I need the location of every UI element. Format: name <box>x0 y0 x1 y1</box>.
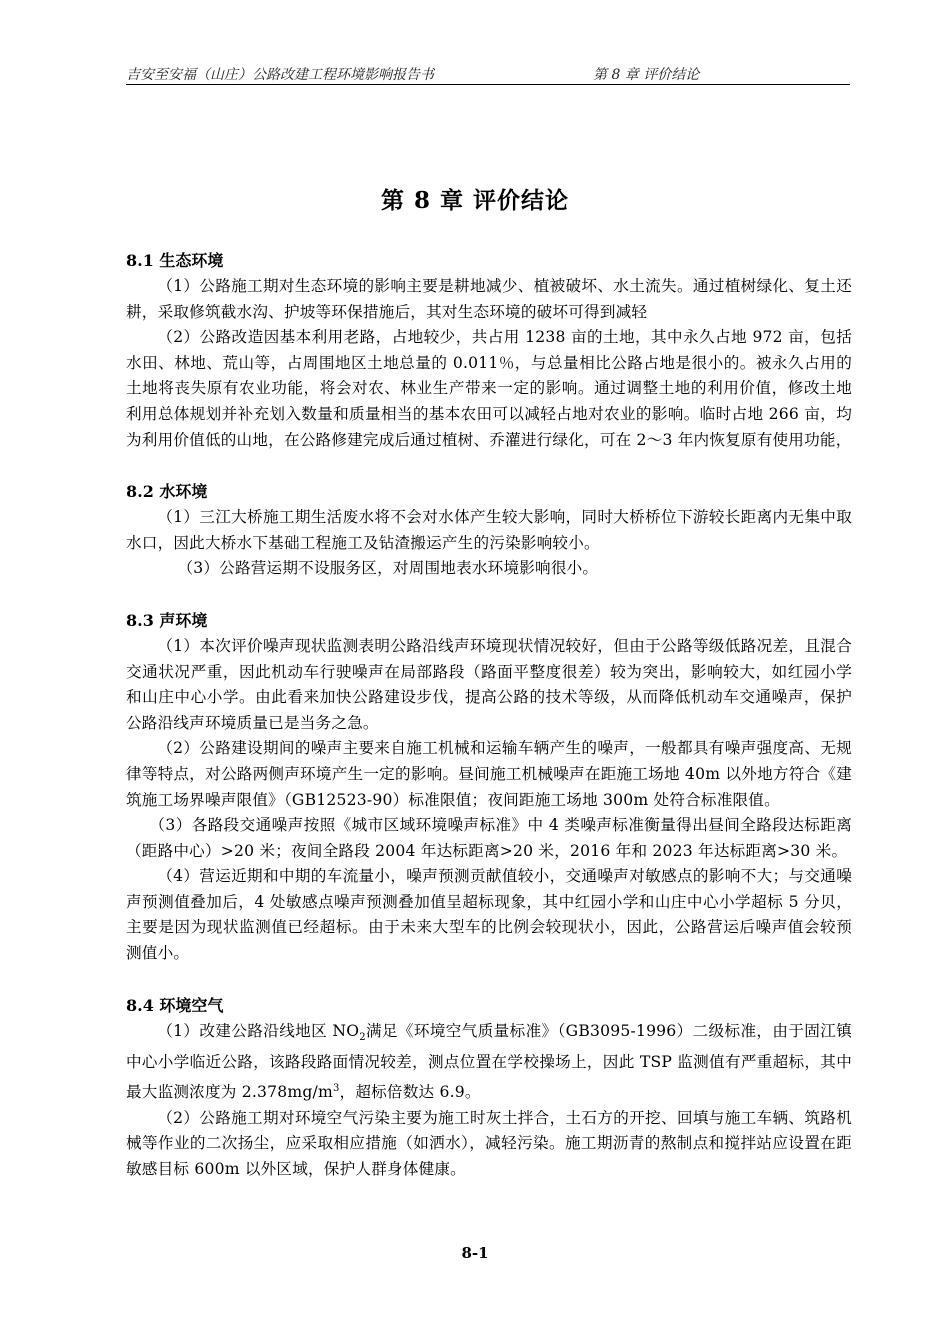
subscript: 2 <box>359 1031 366 1043</box>
page-header <box>126 62 850 85</box>
section-title-noise: 8.3 声环境 <box>126 610 208 630</box>
paragraph: （2）公路施工期对环境空气污染主要为施工时灰土拌合，土石方的开挖、回填与施工车辆、筑路机械等作业的二次扬尘，应采取相应措施（如洒水），减轻污染。施工期沥青的熬制点和搅拌站应设置在距敏感目标 600m 以外区域，保护人群身体健康。 <box>126 1108 852 1178</box>
paragraph <box>126 1019 852 1106</box>
paragraph: （3）各路段交通噪声按照《城市区域环境噪声标准》中 4 类噪声标准衡量得出昼间全路段达标距离（距路中心）>20 米；夜间全路段 2004 年达标距离>20 米，2016 年和 2023 年达标距离>30 米。 <box>126 816 852 860</box>
section-title-ecology: 8.1 生态环境 <box>126 251 224 270</box>
paragraph: （2）公路建设期间的噪声主要来自施工机械和运输车辆产生的噪声，一般都具有噪声强度高、无规律等特点，对公路两侧声环境产生一定的影响。昼间施工机械噪声在距施工场地 40m 以外地方符合《建筑施工场界噪声限值》（GB12523-90）标准限值；夜间距施工场地 300m 处符合标准限值。 <box>126 739 852 809</box>
document-body <box>126 248 852 1183</box>
paragraph: （1）公路施工期对生态环境的影响主要是耕地减少、植被破坏、水土流失。通过植树绿化、复土还耕，采取修筑截水沟、护坡等环保措施后，其对生态环境的破坏可得到减轻 <box>126 277 852 321</box>
superscript: 3 <box>332 1082 340 1094</box>
header-chapter: 第 8 章 评价结论 <box>593 67 700 83</box>
paragraph: （1）三江大桥施工期生活废水将不会对水体产生较大影响，同时大桥桥位下游较长距离内无集中取水口，因此大桥水下基础工程施工及钻渣搬运产生的污染影响较小。 <box>126 508 852 552</box>
paragraph: （2）公路改造因基本利用老路，占地较少，共占用 1238 亩的土地，其中永久占地 972 亩，包括水田、林地、荒山等，占周围地区土地总量的 0.011％，与总量相比公路占地是很小的。被永久占用的土地将丧失原有农业功能，将会对农、林业生产带来一定的影响。通过调整土地的利用价值，修改土地利用总体规划并补充划入数量和质量相当的基本农田可以减轻占地对农业的影响。临时占地 266 亩，均为利用价值低的山地，在公路修建完成后通过植树、乔灌进行绿化，可在 2～3 年内恢复原有使用功能， <box>126 328 852 449</box>
paragraph: （4）营运近期和中期的车流量小，噪声预测贡献值较小，交通噪声对敏感点的影响不大；与交通噪声预测值叠加后，4 处敏感点噪声预测叠加值呈超标现象，其中红园小学和山庄中心小学超标 5 分贝，主要是因为现状监测值已经超标。由于未来大型车的比例会较现状小，因此，公路营运后噪声值会较预测值小。 <box>126 867 852 963</box>
page-number: 8-1 <box>461 1244 489 1262</box>
paragraph: （3）公路营运期不设服务区，对周围地表水环境影响很小。 <box>177 559 599 578</box>
text-run: （1）改建公路沿线地区 NO <box>157 1021 360 1040</box>
section-title-water: 8.2 水环境 <box>126 482 208 502</box>
header-document-title: 吉安至安福（山庄）公路改建工程环境影响报告书 <box>126 67 434 83</box>
section-title-air: 8.4 环境空气 <box>126 995 224 1015</box>
text-run: 满足《环境空气质量标准》（GB3095-1996）二级标准，由于固江镇中心小学临近公路，该路段路面情况较差，测点位置在学校操场上，因此 TSP 监测值有严重超标，其中最大监测浓度为 2.378mg/m <box>126 1021 852 1102</box>
paragraph: （1）本次评价噪声现状监测表明公路沿线声环境现状情况较好，但由于公路等级低路况差，且混合交通状况严重，因此机动车行驶噪声在局部路段（路面平整度很差）较为突出，影响较大，如红园小学和山庄中心小学。由此看来加快公路建设步伐，提高公路的技术等级，从而降低机动车交通噪声，保护公路沿线声环境质量已是当务之急。 <box>126 636 852 732</box>
chapter-title: 第 8 章 评价结论 <box>380 187 570 214</box>
text-run: ，超标倍数达 6.9。 <box>339 1083 481 1102</box>
